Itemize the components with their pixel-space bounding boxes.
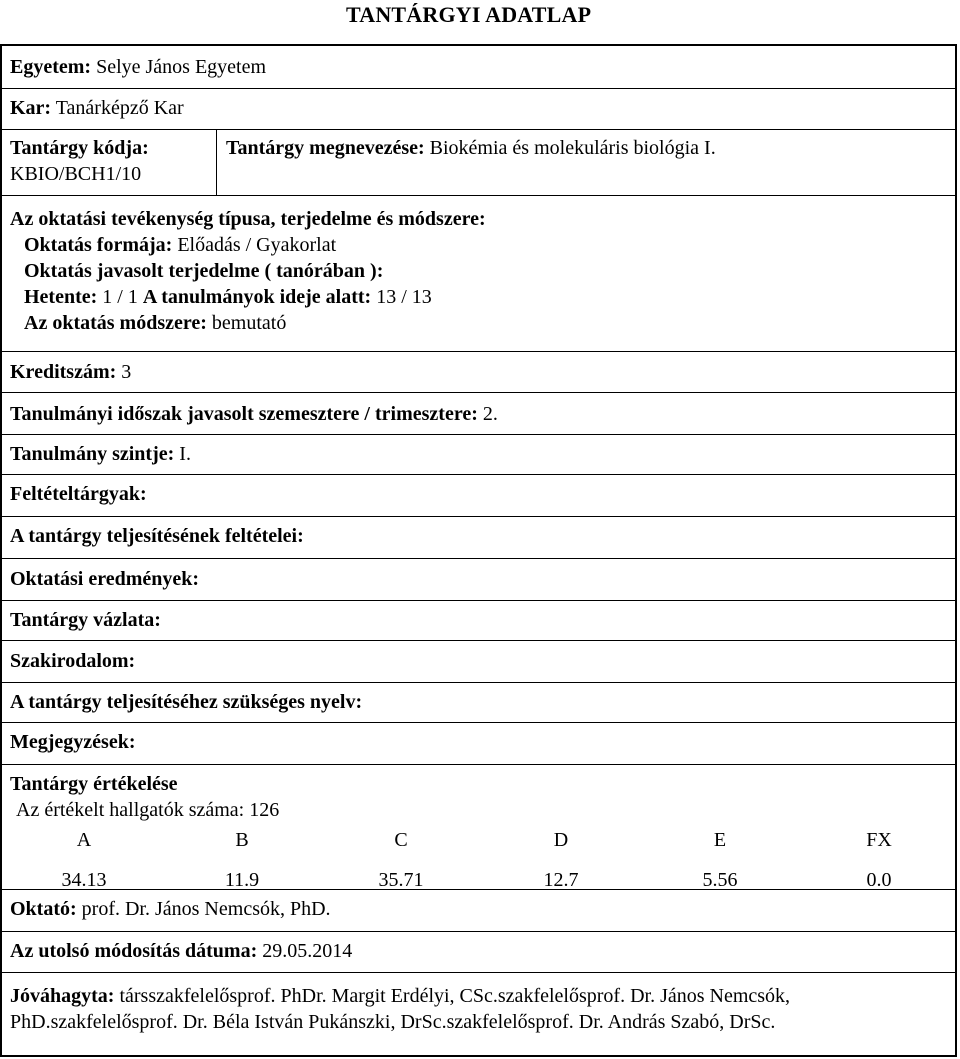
grade-value: 11.9 <box>224 869 260 891</box>
prerequisites-label: Feltételtárgyak: <box>10 483 147 505</box>
grade-value: 5.56 <box>702 869 738 891</box>
course-name-value: Biokémia és molekuláris biológia I. <box>429 137 716 159</box>
evaluation-heading: Tantárgy értékelése <box>10 773 178 795</box>
credits-row <box>2 352 955 393</box>
total-value: 13 / 13 <box>376 286 432 308</box>
teaching-form-label: Oktatás formája: <box>24 234 173 256</box>
grade-header: FX <box>866 829 892 851</box>
grade-value: 35.71 <box>378 869 424 891</box>
outcomes-label: Oktatási eredmények: <box>10 568 200 590</box>
language-label: A tantárgy teljesítéséhez szükséges nyelv: <box>10 691 363 713</box>
grade-header: B <box>235 829 249 851</box>
course-name-label: Tantárgy megnevezése: <box>226 137 425 159</box>
total-label: A tanulmányok ideje alatt: <box>142 286 372 308</box>
grade-value: 12.7 <box>543 869 579 891</box>
outline-label: Tantárgy vázlata: <box>10 609 161 631</box>
approved-label: Jóváhagyta: <box>10 985 115 1007</box>
university-value: Selye János Egyetem <box>96 56 267 78</box>
document-title: TANTÁRGYI ADATLAP <box>346 2 592 27</box>
notes-row <box>2 723 955 765</box>
language-row <box>2 683 955 723</box>
university-row <box>2 46 955 89</box>
credits-label: Kreditszám: <box>10 361 117 383</box>
university-label: Egyetem: <box>10 56 92 78</box>
literature-label: Szakirodalom: <box>10 650 136 672</box>
method-value: bemutató <box>211 312 287 334</box>
teaching-heading: Az oktatási tevékenység típusa, terjedelme és módszere: <box>10 208 486 230</box>
teaching-form-value: Előadás / Gyakorlat <box>177 234 337 256</box>
level-value: I. <box>179 443 191 465</box>
grade-header: E <box>713 829 727 851</box>
grade-value: 34.13 <box>61 869 107 891</box>
weekly-value: 1 / 1 <box>102 286 138 308</box>
approved-value: társszakfelelősprof. PhDr. Margit Erdélyi, CSc.szakfelelősprof. Dr. János Nemcsók, PhD.szakfelelősprof. Dr. Béla István Pukánszki, DrSc.szakfelelősprof. Dr. András Szabó, DrSc. <box>10 985 791 1033</box>
semester-row <box>2 393 955 435</box>
approved-row <box>2 973 955 1055</box>
semester-label: Tanulmányi időszak javasolt szemesztere / trimesztere: <box>10 403 478 425</box>
course-code-row <box>2 130 955 196</box>
faculty-label: Kar: <box>10 97 52 119</box>
faculty-row <box>2 89 955 130</box>
evaluation-count: Az értékelt hallgatók száma: 126 <box>16 799 280 821</box>
outline-row <box>2 601 955 641</box>
outcomes-row <box>2 559 955 601</box>
lecturer-row <box>2 890 955 932</box>
evaluation-row <box>2 765 955 890</box>
method-label: Az oktatás módszere: <box>24 312 207 334</box>
semester-value: 2. <box>482 403 498 425</box>
grade-value: 0.0 <box>866 869 892 891</box>
modified-label: Az utolsó módosítás dátuma: <box>10 940 258 962</box>
notes-label: Megjegyzések: <box>10 731 136 753</box>
grade-header: C <box>394 829 408 851</box>
column-divider <box>216 130 217 195</box>
prerequisites-row <box>2 475 955 517</box>
modified-row <box>2 932 955 973</box>
teaching-row <box>2 196 955 352</box>
modified-value: 29.05.2014 <box>262 940 353 962</box>
weekly-label: Hetente: <box>24 286 98 308</box>
lecturer-label: Oktató: <box>10 898 77 920</box>
course-datasheet-table <box>0 44 957 1057</box>
level-label: Tanulmány szintje: <box>10 443 175 465</box>
grade-header: A <box>76 829 92 851</box>
faculty-value: Tanárképző Kar <box>55 97 184 119</box>
course-code-value: KBIO/BCH1/10 <box>10 163 142 185</box>
grade-header: D <box>553 829 569 851</box>
course-code-label: Tantárgy kódja: <box>10 137 149 159</box>
credits-value: 3 <box>121 361 132 383</box>
level-row <box>2 435 955 475</box>
literature-row <box>2 641 955 683</box>
lecturer-value: prof. Dr. János Nemcsók, PhD. <box>81 898 331 920</box>
conditions-label: A tantárgy teljesítésének feltételei: <box>10 525 304 547</box>
teaching-scope-label: Oktatás javasolt terjedelme ( tanórában ): <box>24 260 384 282</box>
conditions-row <box>2 517 955 559</box>
